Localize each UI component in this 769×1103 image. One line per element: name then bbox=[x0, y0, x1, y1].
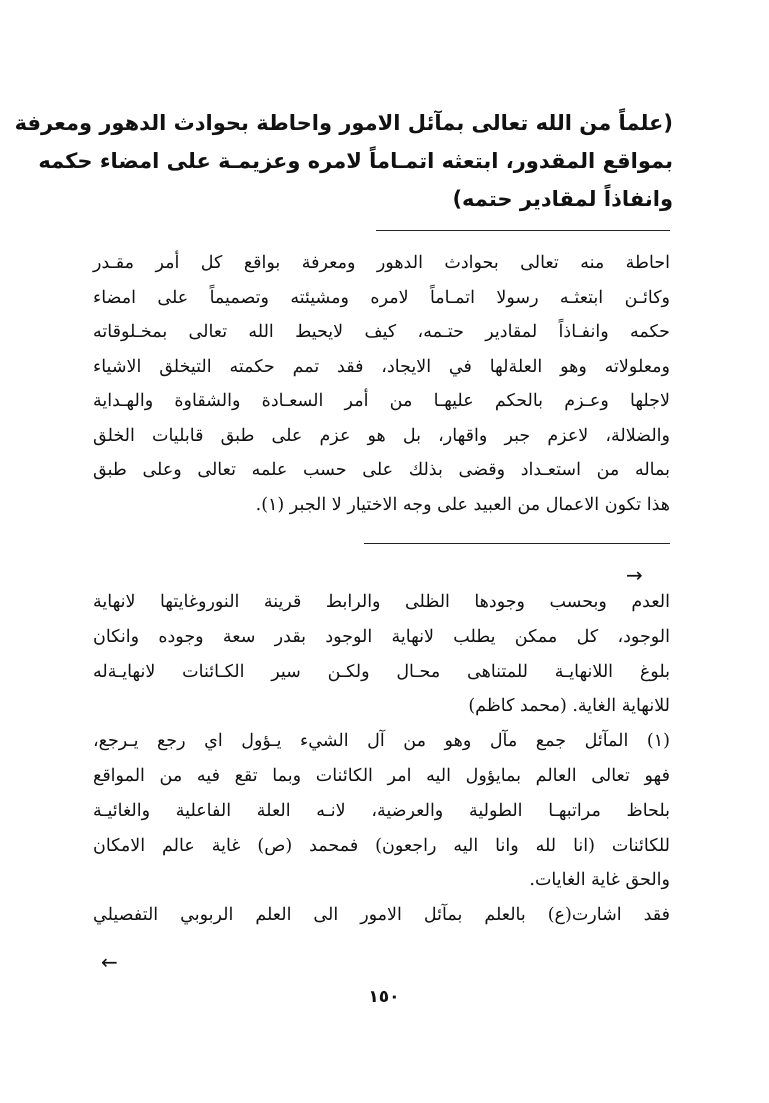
footnote-line: العدم وبحسب وجودها الظلى والرابط قرينة النوروغايتها لانهاية bbox=[93, 592, 670, 612]
footnote-line: فقد اشارت(ع) بالعلم بمآئل الامور الى العلم الربوبي التفصيلي bbox=[93, 905, 670, 926]
commentary-line: احاطة منه تعالى بحوادث الدهور ومعرفة بواقع كل أمر مقـدر bbox=[93, 253, 670, 273]
verse-heading bbox=[14, 104, 673, 218]
heading-line: بمواقع المقدور، ابتعثه اتمـاماً لامره وعزيمـة على امضاء حكمه bbox=[38, 149, 673, 173]
footnote-divider bbox=[364, 543, 670, 544]
commentary-line: ومعلولاته وهو العلةلها في الايجاد، فقد تمم حكمته التيخلق الاشياء bbox=[93, 356, 670, 377]
footnote-line: للانهاية الغاية. (محمد كاظم) bbox=[468, 696, 670, 717]
footnote-line: والحق غاية الغايات. bbox=[529, 870, 670, 891]
heading-divider bbox=[376, 230, 670, 231]
heading-line: (علماً من الله تعالى بمآئل الامور واحاطة بحوادث الدهور ومعرفة bbox=[14, 111, 673, 135]
commentary-line: بماله من استعـداد وقضى بذلك على حسب علمه تعالى وعلى طبق bbox=[93, 460, 670, 480]
footnote-line: الوجود، كل ممكن يطلب لانهاية الوجود بقدر سعة وجوده وانكان bbox=[93, 626, 670, 647]
footnote-line: بلوغ اللانهايـة للمتناهى محـال ولكـن سير الكـائنات لانهايـةله bbox=[93, 661, 670, 682]
footnotes-section bbox=[93, 585, 670, 933]
commentary-line: هذا تكون الاعمال من العبيد على وجه الاختيار لا الجبر (١). bbox=[255, 494, 670, 515]
footnote-line: بلحاظ مراتبهـا الطولية والعرضية، لانـه العلة الفاعلية والغائيـة bbox=[93, 800, 670, 821]
footnote-line: فهو تعالى العالم بمايؤول اليه امر الكائنات وبما تقع فيه من المواقع bbox=[93, 765, 670, 786]
heading-line: وانفاذاً لمقادير حتمه) bbox=[452, 187, 673, 211]
page-number: ١٥٠ bbox=[368, 987, 400, 1007]
commentary-line: وكائـن ابتعثـه رسولا اتمـاماً لامره ومشيئته وتصميماً على امضاء bbox=[93, 287, 670, 308]
footnote-line: (١) المآئل جمع مآل وهو من آل الشيء يـؤول اي رجع يـرجع، bbox=[93, 731, 670, 752]
commentary-line: لاجلها وعـزم بالحكم عليهـا من أمر السعـادة والشقاوة والهـداية bbox=[93, 391, 670, 411]
commentary-line: حكمه وانفـاذاً لمقادير حتـمه، كيف لايحيط الله تعالى بمخـلوقاته bbox=[93, 322, 670, 342]
commentary-text bbox=[93, 246, 670, 522]
commentary-line: والضلالة، لاعزم جبر واقهار، بل هو عزم على طبق قابليات الخلق bbox=[93, 425, 670, 446]
continued-from-arrow-icon: → bbox=[626, 563, 643, 587]
footnote-line: للكائنات (انا لله وانا اليه راجعون) فمحمد (ص) غاية عالم الامكان bbox=[93, 835, 670, 856]
continues-to-arrow-icon: ← bbox=[101, 950, 118, 974]
